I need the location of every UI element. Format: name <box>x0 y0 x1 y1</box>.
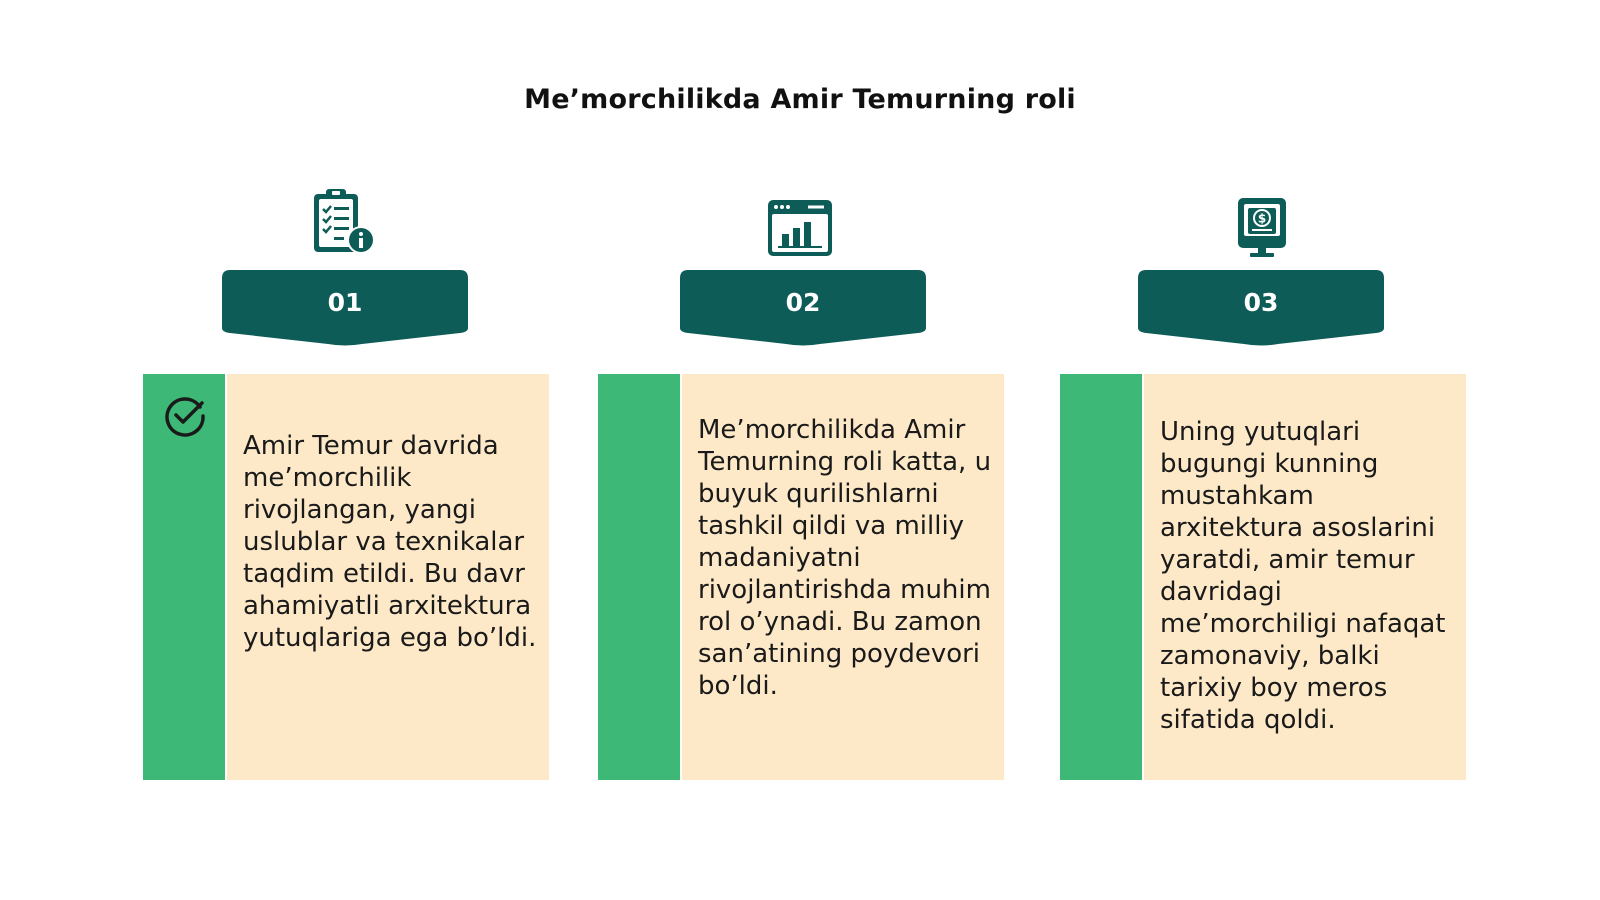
step-card-3 <box>1144 374 1466 780</box>
step-number: 03 <box>1243 288 1279 317</box>
browser-bar-chart-icon <box>768 200 832 256</box>
step-card-1 <box>227 374 549 780</box>
check-circle-icon <box>162 393 208 439</box>
clipboard-checklist-info-icon <box>310 188 378 256</box>
card-accent-strip <box>598 374 680 780</box>
step-description: Me’morchilikda Amir Temurning roli katta, u buyuk qurilishlarni tashkil qildi va milliy madaniyatni rivojlantirishda muhim rol o’ynadi. Bu zamon san’atining poydevori bo’ldi. <box>698 415 992 701</box>
page-title: Me’morchilikda Amir Temurning roli <box>524 84 1076 115</box>
card-accent-strip <box>1060 374 1142 780</box>
step-number: 01 <box>327 288 363 317</box>
step-description: Uning yutuqlari bugungi kunning mustahkam arxitektura asoslarini yaratdi, amir temur davridagi me’morchiligi nafaqat zamonaviy, balki tarixiy boy meros sifatida qoldi. <box>1160 417 1446 735</box>
monitor-dollar-icon <box>1236 198 1288 258</box>
step-number: 02 <box>785 288 821 317</box>
svg-text:$: $ <box>1257 211 1267 226</box>
step-card-2 <box>682 374 1004 780</box>
step-description: Amir Temur davrida me’morchilik rivojlangan, yangi uslublar va texnikalar taqdim etildi. Bu davr ahamiyatli arxitektura yutuqlariga ega bo’ldi. <box>243 431 537 653</box>
